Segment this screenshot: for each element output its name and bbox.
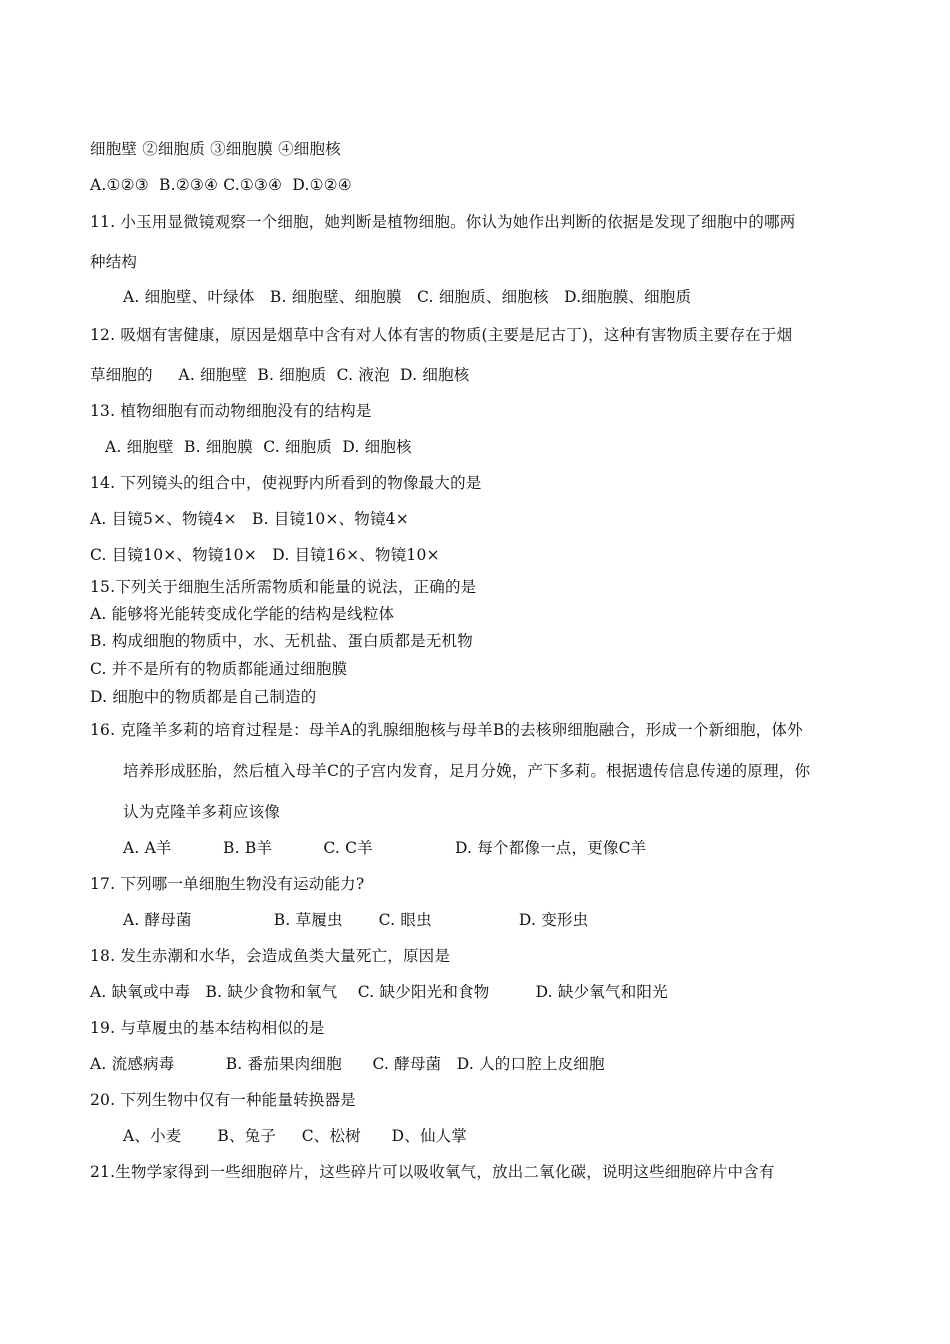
options-13: A. 细胞壁 B. 细胞膜 C. 细胞质 D. 细胞核 <box>105 438 412 456</box>
options-12: 草细胞的 A. 细胞壁 B. 细胞质 C. 液泡 D. 细胞核 <box>90 366 470 384</box>
question-16-cont-1: 培养形成胚胎，然后植入母羊C的子宫内发育，足月分娩，产下多莉。根据遗传信息传递的原理，你 <box>123 762 811 780</box>
option-15-b: B. 构成细胞的物质中，水、无机盐、蛋白质都是无机物 <box>90 632 473 650</box>
question-20: 20. 下列生物中仅有一种能量转换器是 <box>90 1091 356 1109</box>
question-18: 18. 发生赤潮和水华，会造成鱼类大量死亡，原因是 <box>90 947 451 965</box>
option-15-c: C. 并不是所有的物质都能通过细胞膜 <box>90 660 348 678</box>
text-line-4: 种结构 <box>90 253 138 271</box>
text-line-1: 细胞壁 ②细胞质 ③细胞膜 ④细胞核 <box>90 140 341 158</box>
question-11: 11. 小玉用显微镜观察一个细胞，她判断是植物细胞。你认为她作出判断的依据是发现了细胞中的哪两 <box>90 213 796 231</box>
options-18: A. 缺氧或中毒 B. 缺少食物和氧气 C. 缺少阳光和食物 D. 缺少氧气和阳光 <box>90 983 668 1001</box>
question-16: 16. 克隆羊多莉的培育过程是：母羊A的乳腺细胞核与母羊B的去核卵细胞融合，形成一个新细胞，体外 <box>90 721 803 739</box>
options-16: A. A羊 B. B羊 C. C羊 D. 每个都像一点，更像C羊 <box>123 839 647 857</box>
options-14-ab: A. 目镜5×、物镜4× B. 目镜10×、物镜4× <box>90 510 409 528</box>
question-16-cont-2: 认为克隆羊多莉应该像 <box>123 803 281 821</box>
question-15: 15.下列关于细胞生活所需物质和能量的说法，正确的是 <box>90 578 477 596</box>
question-12: 12. 吸烟有害健康，原因是烟草中含有对人体有害的物质(主要是尼古丁)，这种有害物质主要存在于烟 <box>90 326 793 344</box>
options-19: A. 流感病毒 B. 番茄果肉细胞 C. 酵母菌 D. 人的口腔上皮细胞 <box>90 1055 605 1073</box>
options-20: A、小麦 B、兔子 C、松树 D、仙人掌 <box>123 1127 468 1145</box>
question-14: 14. 下列镜头的组合中，使视野内所看到的物像最大的是 <box>90 474 482 492</box>
option-15-a: A. 能够将光能转变成化学能的结构是线粒体 <box>90 605 395 623</box>
options-17: A. 酵母菌 B. 草履虫 C. 眼虫 D. 变形虫 <box>123 911 589 929</box>
question-19: 19. 与草履虫的基本结构相似的是 <box>90 1019 325 1037</box>
text-line-2: A.①②③ B.②③④ C.①③④ D.①②④ <box>90 176 352 194</box>
option-15-d: D. 细胞中的物质都是自己制造的 <box>90 688 317 706</box>
question-21: 21.生物学家得到一些细胞碎片，这些碎片可以吸收氧气，放出二氧化碳，说明这些细胞碎片中含有 <box>90 1163 775 1181</box>
options-14-cd: C. 目镜10×、物镜10× D. 目镜16×、物镜10× <box>90 546 440 564</box>
question-13: 13. 植物细胞有而动物细胞没有的结构是 <box>90 402 372 420</box>
question-17: 17. 下列哪一单细胞生物没有运动能力? <box>90 875 365 893</box>
options-11: A. 细胞壁、叶绿体 B. 细胞壁、细胞膜 C. 细胞质、细胞核 D.细胞膜、细胞质 <box>123 288 692 306</box>
